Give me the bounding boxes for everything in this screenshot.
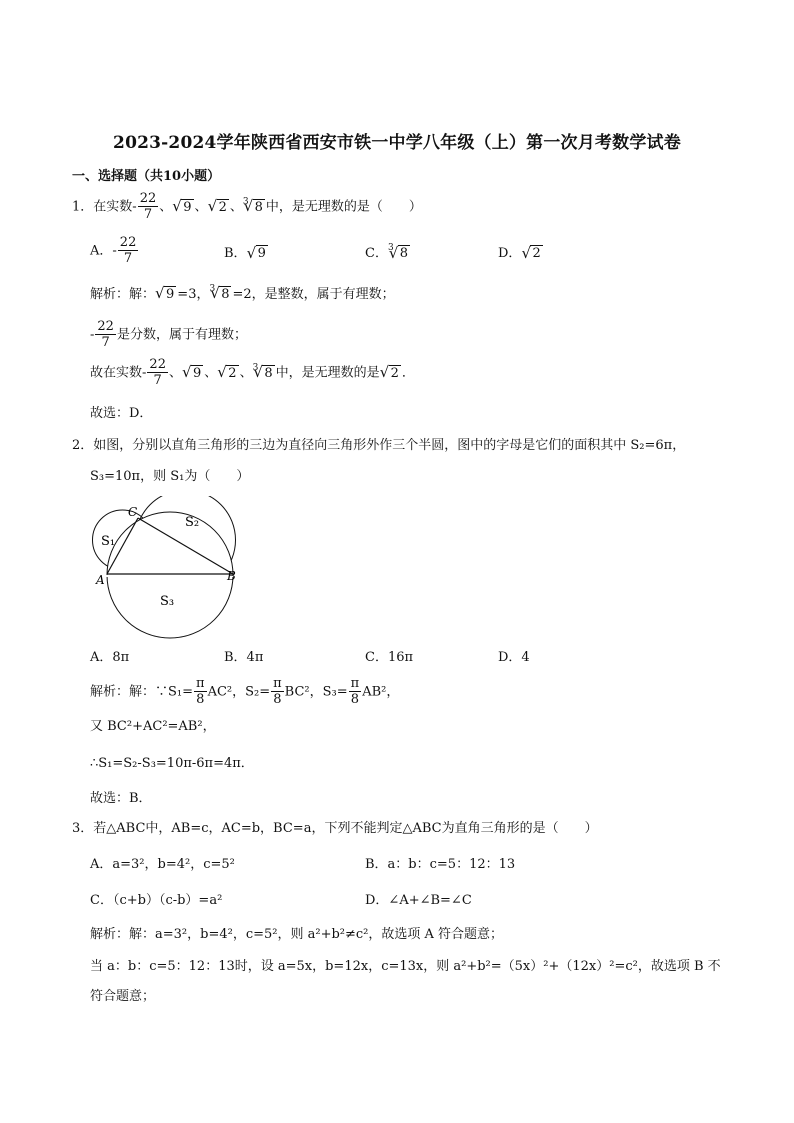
q1-sol-cbrt8 bbox=[211, 286, 231, 304]
q1-sol1-a: 解析：解： bbox=[90, 287, 156, 302]
q2-option-b: B．4π bbox=[224, 650, 264, 665]
q1-option-a-neg: - bbox=[112, 243, 117, 259]
q3-option-d: D．∠A+∠B=∠C bbox=[365, 893, 472, 908]
q1-sol3-den: 7 bbox=[153, 373, 162, 388]
q1-option-b-sqrt bbox=[248, 246, 268, 261]
q1-sol3-sep: 、 bbox=[168, 365, 182, 381]
label-c: C bbox=[128, 505, 138, 519]
q1-option-d-label: D． bbox=[498, 246, 522, 261]
q1-sol3-cbrt8 bbox=[252, 362, 274, 383]
q2-frac2-num: π bbox=[273, 676, 282, 691]
q1-sol3-answer-rad: 2 bbox=[390, 365, 399, 381]
q1-option-d-rad: 2 bbox=[532, 246, 541, 261]
label-b: B bbox=[227, 569, 236, 583]
q1-tail: 中，是无理数的是（ ） bbox=[265, 199, 422, 215]
q1-solution-3 bbox=[90, 358, 415, 388]
q1-sol3-c: ． bbox=[401, 365, 415, 381]
q1-sol-cbrt-index: 3 bbox=[209, 284, 216, 294]
q1-option-b bbox=[224, 242, 269, 261]
q1-sol3-neg: - bbox=[142, 365, 147, 381]
q1-sqrt9-rad: 9 bbox=[183, 199, 192, 215]
q2-solution-3: ∴S₁=S₂-S₃=10π-6π=4π． bbox=[90, 756, 254, 771]
q1-answer: 故选：D． bbox=[90, 406, 153, 421]
q1-cbrt8 bbox=[242, 196, 265, 217]
q1-solution-2 bbox=[90, 320, 247, 350]
q1-lead: 在实数 bbox=[93, 199, 133, 215]
q2-frac3-den: 8 bbox=[350, 692, 360, 707]
q1-option-c-rad: 8 bbox=[399, 246, 408, 261]
q1-option-d bbox=[498, 242, 544, 261]
q1-option-a-den: 7 bbox=[123, 251, 133, 266]
q2-option-d: D．4 bbox=[498, 650, 530, 665]
q1-sol3-frac bbox=[147, 358, 168, 388]
q1-sol-sqrt9-rad: 9 bbox=[166, 287, 175, 302]
q1-option-c-index: 3 bbox=[387, 243, 394, 253]
q1-sol2-text: 是分数，属于有理数； bbox=[116, 327, 247, 343]
q1-sol-cbrt8-rad: 8 bbox=[221, 287, 230, 302]
label-s2: S₂ bbox=[185, 515, 200, 530]
q2-stem-1: 2．如图，分别以直角三角形的三边为直径向三角形外作三个半圆，图中的字母是它们的面积其中 S₂=6π， bbox=[72, 438, 686, 453]
q1-option-c-root bbox=[390, 246, 410, 261]
q1-number: 1． bbox=[72, 199, 94, 215]
q3-option-b: B．a：b：c=5：12：13 bbox=[365, 857, 516, 872]
q1-frac-den: 7 bbox=[143, 207, 153, 222]
q1-option-a bbox=[90, 236, 139, 266]
q2-sol1-c: BC²，S₃= bbox=[284, 684, 348, 700]
q1-sqrt2-rad: 2 bbox=[218, 199, 227, 215]
q1-sol1-b: =3， bbox=[177, 287, 210, 302]
q1-sol3-num: 22 bbox=[149, 357, 166, 372]
page-title: 2023-2024学年陕西省西安市铁一中学八年级（上）第一次月考数学试卷 bbox=[113, 133, 681, 153]
q1-option-b-rad: 9 bbox=[257, 246, 266, 261]
q1-option-c bbox=[365, 242, 411, 261]
label-a: A bbox=[96, 573, 105, 587]
q1-option-a-label: A． bbox=[90, 243, 113, 259]
q1-neg: - bbox=[132, 199, 137, 215]
q2-answer: 故选：B． bbox=[90, 791, 152, 806]
q1-sol3-sqrt2-rad: 2 bbox=[228, 365, 237, 381]
q1-sep: 、 bbox=[159, 199, 173, 215]
q1-sol-sqrt9 bbox=[156, 286, 176, 304]
q2-sol1-d: AB²， bbox=[362, 684, 400, 700]
q1-sol3-sqrt9 bbox=[183, 365, 203, 383]
q3-stem: 3．若△ABC中，AB=c，AC=b，BC=a，下列不能判定△ABC为直角三角形的是（ ） bbox=[72, 821, 598, 836]
q2-sol1-frac-3 bbox=[349, 677, 362, 707]
q1-sep: 、 bbox=[229, 199, 243, 215]
q1-sol3-sqrt2 bbox=[218, 365, 238, 383]
q3-solution-3: 符合题意； bbox=[90, 989, 156, 1004]
q2-solution-2: 又 BC²+AC²=AB²， bbox=[90, 719, 216, 734]
q1-sol3-cbrt8-rad: 8 bbox=[264, 365, 273, 381]
q3-solution-1: 解析：解：a=3²，b=4²，c=5²，则 a²+b²≠c²，故选项 A 符合题意； bbox=[90, 927, 504, 942]
q2-option-c: C．16π bbox=[365, 650, 414, 665]
label-s1: S₁ bbox=[101, 534, 116, 549]
q1-sol3-a: 故在实数 bbox=[90, 365, 143, 381]
q1-sol3-sep: 、 bbox=[204, 365, 218, 381]
q1-sol2-num: 22 bbox=[97, 319, 114, 334]
q2-frac3-num: π bbox=[350, 676, 360, 691]
q1-frac-num: 22 bbox=[139, 191, 157, 206]
q1-sqrt9 bbox=[173, 199, 193, 217]
q2-frac2-den: 8 bbox=[273, 692, 282, 707]
q3-solution-2: 当 a：b：c=5：12：13时，设 a=5x，b=12x，c=13x，则 a²+b²=（5x）²+（12x）²=c²，故选项 B 不 bbox=[90, 959, 721, 974]
q1-solution-1 bbox=[90, 286, 395, 305]
q2-figure bbox=[84, 496, 244, 666]
q1-sol3-answer-sqrt2 bbox=[381, 365, 401, 383]
q2-frac1-num: π bbox=[196, 676, 205, 691]
q1-sol2-frac bbox=[95, 320, 116, 350]
q2-sol1-frac-1 bbox=[194, 677, 207, 707]
q1-cbrt8-rad: 8 bbox=[254, 199, 263, 215]
q1-sol3-cbrt-index: 3 bbox=[252, 362, 259, 373]
q3-option-c: C．（c+b）（c-b）=a² bbox=[90, 893, 223, 908]
q1-fraction bbox=[138, 192, 159, 222]
q3-option-a: A．a=3²，b=4²，c=5² bbox=[90, 857, 235, 872]
q1-stem bbox=[72, 192, 422, 222]
q1-sol3-b: 中，是无理数的是 bbox=[275, 365, 380, 381]
q1-sol2-neg: - bbox=[90, 327, 95, 343]
q1-sqrt2 bbox=[209, 199, 229, 217]
q2-solution-1 bbox=[90, 677, 399, 707]
q1-sol2-den: 7 bbox=[101, 335, 110, 350]
q2-stem-2: S₃=10π，则 S₁为（ ） bbox=[90, 469, 250, 484]
q2-sol1-b: AC²，S₂= bbox=[207, 684, 271, 700]
q2-sol1-a: 解析：解：∵S₁= bbox=[90, 684, 194, 700]
q1-cbrt-index: 3 bbox=[242, 196, 249, 207]
q1-option-b-label: B． bbox=[224, 246, 247, 261]
q1-option-a-frac bbox=[118, 236, 139, 266]
q1-sol3-sep: 、 bbox=[239, 365, 253, 381]
q1-option-d-sqrt bbox=[522, 246, 542, 261]
q1-sep: 、 bbox=[194, 199, 208, 215]
q1-option-a-num: 22 bbox=[119, 235, 137, 250]
label-s3: S₃ bbox=[160, 594, 175, 609]
q2-sol1-frac-2 bbox=[271, 677, 284, 707]
q2-option-a: A．8π bbox=[90, 650, 130, 665]
section-heading: 一、选择题（共10小题） bbox=[72, 169, 221, 184]
q1-sol1-c: =2，是整数，属于有理数； bbox=[232, 287, 395, 302]
q1-sol3-sqrt9-rad: 9 bbox=[192, 365, 202, 381]
q1-option-c-label: C． bbox=[365, 246, 388, 261]
q2-frac1-den: 8 bbox=[196, 692, 205, 707]
